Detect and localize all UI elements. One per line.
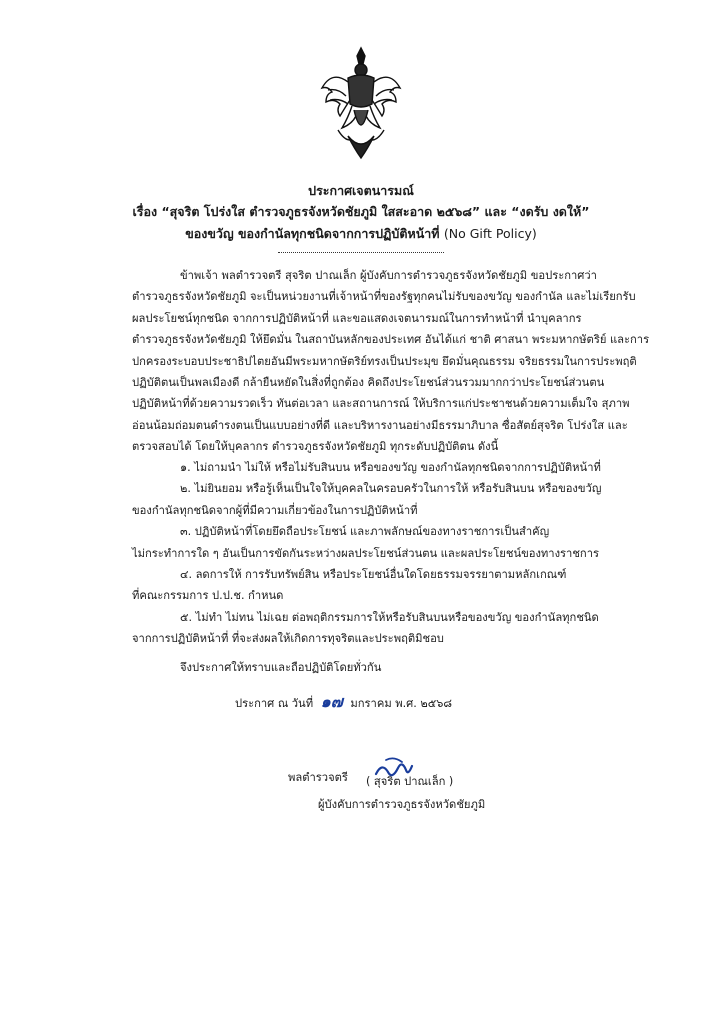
paragraph-line: ตำรวจภูธรจังหวัดชัยภูมิ ให้ยึดมั่น ในสถาบันหลักของประเทศ อันได้แก่ ชาติ ศาสนา พระมหากษัตริย์ และการ bbox=[132, 333, 650, 347]
paragraph-line: ปฏิบัติหน้าที่ด้วยความรวดเร็ว ทันต่อเวลา และสถานการณ์ ให้บริการแก่ประชาชนด้วยความเต็มใจ สุภาพ bbox=[132, 397, 630, 411]
list-item: ๓. ปฏิบัติหน้าที่โดยยึดถือประโยชน์ และภาพลักษณ์ของทางราชการเป็นสำคัญ bbox=[180, 525, 550, 539]
subject-line: เรื่อง “สุจริต โปร่งใส ตำรวจภูธรจังหวัดชัยภูมิ ใสสะอาด ๒๕๖๘” และ “งดรับ งดให้” bbox=[132, 204, 590, 219]
paragraph-line: อ่อนน้อมถ่อมตนดำรงตนเป็นแบบอย่างที่ดี และบริหารงานอย่างมีธรรมาภิบาล ซื่อสัตย์สุจริต โปร่งใส และ bbox=[132, 418, 628, 432]
document-title: ประกาศเจตนารมณ์ bbox=[308, 183, 414, 198]
list-item-continuation: จากการปฏิบัติหน้าที่ ที่จะส่งผลให้เกิดการทุจริตและประพฤติมิชอบ bbox=[132, 632, 444, 646]
paragraph-line: ตำรวจภูธรจังหวัดชัยภูมิ จะเป็นหน่วยงานที่เจ้าหน้าที่ของรัฐทุกคนไม่รับของขวัญ ของกำนัล และไม่เรียกรับ bbox=[132, 290, 636, 304]
list-item-continuation: ของกำนัลทุกชนิดจากผู้ที่มีความเกี่ยวข้องในการปฏิบัติหน้าที่ bbox=[132, 503, 418, 517]
signer-name: ( สุจริต ปาณเล็ก ) bbox=[366, 775, 454, 788]
garuda-emblem-icon bbox=[318, 44, 404, 164]
date-prefix: ประกาศ ณ วันที่ bbox=[235, 697, 314, 710]
dotted-divider bbox=[278, 252, 444, 253]
list-item-continuation: ที่คณะกรรมการ ป.ป.ช. กำหนด bbox=[132, 589, 284, 603]
list-item: ๕. ไม่ทำ ไม่ทน ไม่เฉย ต่อพฤติกรรมการให้หรือรับสินบนหรือของขวัญ ของกำนัลทุกชนิด bbox=[180, 610, 599, 624]
paragraph-line: ปกครองระบอบประชาธิปไตยอันมีพระมหากษัตริย์ทรงเป็นประมุข ยึดมั่นคุณธรรม จริยธรรมในการประพฤติ bbox=[132, 354, 637, 368]
list-item: ๒. ไม่ยินยอม หรือรู้เห็นเป็นใจให้บุคคลในครอบครัวในการให้ หรือรับสินบน หรือของขวัญ bbox=[180, 482, 602, 496]
body-paragraph bbox=[132, 265, 650, 458]
date-line bbox=[235, 690, 452, 715]
signer-position: ผู้บังคับการตำรวจภูธรจังหวัดชัยภูมิ bbox=[318, 798, 486, 811]
announcement-line: จึงประกาศให้ทราบและถือปฏิบัติโดยทั่วกัน bbox=[180, 661, 382, 674]
paragraph-line: ข้าพเจ้า พลตำรวจตรี สุจริต ปาณเล็ก ผู้บังคับการตำรวจภูธรจังหวัดชัยภูมิ ขอประกาศว่า bbox=[180, 269, 597, 282]
signer-rank: พลตำรวจตรี bbox=[288, 771, 348, 784]
subject-line-2-english: (No Gift Policy) bbox=[443, 226, 537, 241]
list-item-continuation: ไม่กระทำการใด ๆ อันเป็นการขัดกันระหว่างผลประโยชน์ส่วนตน และผลประโยชน์ของทางราชการ bbox=[132, 546, 599, 560]
policy-items-list bbox=[132, 457, 602, 650]
paragraph-line: ผลประโยชน์ทุกชนิด จากการปฏิบัติหน้าที่ และขอแสดงเจตนารมณ์ในการทำหน้าที่ นำบุคลากร bbox=[132, 311, 582, 325]
list-item: ๔. ลดการให้ การรับทรัพย์สิน หรือประโยชน์อื่นใดโดยธรรมจรรยาตามหลักเกณฑ์ bbox=[180, 568, 567, 582]
paragraph-line: ปฏิบัติตนเป็นพลเมืองดี กล้ายืนหยัดในสิ่งที่ถูกต้อง คิดถึงประโยชน์ส่วนรวมมากกว่าประโยชน์ส่วนตน bbox=[132, 376, 605, 390]
date-day-handwritten: ๑๗ bbox=[320, 692, 343, 711]
subject-line-2-thai: ของขวัญ ของกำนัลทุกชนิดจากการปฏิบัติหน้าที่ bbox=[185, 226, 440, 241]
paragraph-line: ตรวจสอบได้ โดยให้บุคลากร ตำรวจภูธรจังหวัดชัยภูมิ ทุกระดับปฏิบัติตน ดังนี้ bbox=[132, 440, 499, 454]
list-item: ๑. ไม่ถามนำ ไม่ให้ หรือไม่รับสินบน หรือของขวัญ ของกำนัลทุกชนิดจากการปฏิบัติหน้าที่ bbox=[180, 461, 601, 474]
date-suffix: มกราคม พ.ศ. ๒๕๖๘ bbox=[350, 697, 452, 710]
subject-line-2 bbox=[0, 224, 722, 244]
